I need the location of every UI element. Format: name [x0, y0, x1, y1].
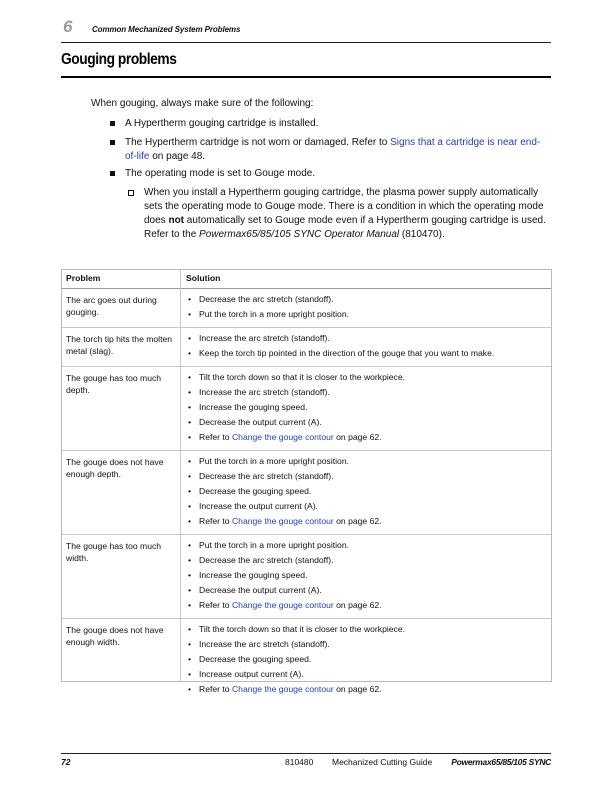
- table-header-row: [61, 269, 552, 289]
- sub-bullet-text: When you install a Hypertherm gouging cartridge, the plasma power supply automatically sets the operating mode to Gouge mode. There is a condition in which the operating mode does not automatically set to Gouge mode even if a Hypertherm gouging cartridge is used. Refer to the Powermax65/85/105 SYNC Operator Manual (810470).: [144, 187, 546, 240]
- solution-item: • Increase the arc stretch (standoff).: [186, 385, 547, 400]
- solution-item: • Increase the gouging speed.: [186, 400, 547, 415]
- solution-cell: [181, 328, 552, 367]
- table-row: [61, 289, 552, 328]
- solution-item: • Decrease the arc stretch (standoff).: [186, 553, 547, 568]
- problem-cell: The torch tip hits the molten metal (slag).: [61, 328, 181, 367]
- gouge-contour-link[interactable]: Change the gouge contour: [231, 516, 334, 526]
- gouge-contour-link[interactable]: Change the gouge contour: [231, 684, 334, 694]
- product-name: Powermax65/85/105 SYNC: [451, 757, 551, 767]
- chapter-number: 6: [63, 17, 73, 36]
- problem-cell: The gouge has too much depth.: [61, 367, 181, 451]
- solution-list: [186, 538, 547, 613]
- column-separator: [180, 269, 181, 682]
- solution-item: • Tilt the torch down so that it is closer to the workpiece.: [186, 370, 547, 385]
- gouge-contour-link[interactable]: Change the gouge contour: [231, 600, 334, 610]
- solution-cell: [181, 535, 552, 619]
- section-rule: [61, 76, 551, 78]
- solution-item: • Put the torch in a more upright position.: [186, 307, 547, 322]
- solution-item: • Refer to Change the gouge contour on page 62.: [186, 682, 547, 697]
- solution-list: [186, 370, 547, 445]
- solution-item: • Refer to Change the gouge contour on page 62.: [186, 430, 547, 445]
- solution-cell: [181, 619, 552, 703]
- header-rule: [61, 42, 551, 43]
- solution-item: • Refer to Change the gouge contour on page 62.: [186, 598, 547, 613]
- solution-item: • Decrease the arc stretch (standoff).: [186, 469, 547, 484]
- solution-item: • Increase output current (A).: [186, 667, 547, 682]
- bullet-text: A Hypertherm gouging cartridge is installed.: [125, 118, 319, 129]
- square-bullet-icon: [110, 121, 115, 126]
- solution-cell: [181, 289, 552, 328]
- solution-item: • Tilt the torch down so that it is closer to the workpiece.: [186, 622, 547, 637]
- solution-item: • Decrease the gouging speed.: [186, 652, 547, 667]
- solution-column-header: Solution: [181, 269, 552, 289]
- solution-item: • Put the torch in a more upright position.: [186, 454, 547, 469]
- solution-item: • Increase the gouging speed.: [186, 568, 547, 583]
- solution-item: • Keep the torch tip pointed in the direction of the gouge that you want to make.: [186, 346, 547, 361]
- gouge-contour-link[interactable]: Change the gouge contour: [231, 432, 334, 442]
- problem-cell: The arc goes out during gouging.: [61, 289, 181, 328]
- problem-cell: The gouge does not have enough depth.: [61, 451, 181, 535]
- problem-cell: The gouge has too much width.: [61, 535, 181, 619]
- problem-column-header: Problem: [61, 269, 181, 289]
- bullet-text: The operating mode is set to Gouge mode.: [125, 168, 316, 179]
- guide-title: Mechanized Cutting Guide: [332, 757, 433, 767]
- solution-item: • Increase the arc stretch (standoff).: [186, 637, 547, 652]
- document-number: 810480: [285, 757, 314, 767]
- chapter-title: Common Mechanized System Problems: [92, 25, 241, 34]
- solution-item: • Increase the output current (A).: [186, 499, 547, 514]
- intro-text: When gouging, always make sure of the following:: [91, 98, 314, 109]
- footer-rule: [61, 753, 551, 754]
- square-bullet-icon: [110, 140, 115, 145]
- solution-item: • Increase the arc stretch (standoff).: [186, 331, 547, 346]
- problem-cell: The gouge does not have enough width.: [61, 619, 181, 703]
- table-row: [61, 367, 552, 451]
- solution-item: • Decrease the output current (A).: [186, 415, 547, 430]
- running-header: [61, 17, 551, 40]
- solution-item: • Refer to Change the gouge contour on page 62.: [186, 514, 547, 529]
- solution-list: [186, 292, 547, 322]
- solution-list: [186, 454, 547, 529]
- gouging-problems-table: [61, 269, 552, 702]
- square-bullet-icon: [110, 171, 115, 176]
- solution-item: • Decrease the output current (A).: [186, 583, 547, 598]
- solution-cell: [181, 367, 552, 451]
- table-row: [61, 619, 552, 703]
- page-number: 72: [61, 757, 71, 767]
- table-row: [61, 328, 552, 367]
- solution-list: [186, 622, 547, 697]
- table-row: [61, 535, 552, 619]
- solution-item: • Put the torch in a more upright position.: [186, 538, 547, 553]
- solution-list: [186, 331, 547, 361]
- solution-cell: [181, 451, 552, 535]
- running-footer: [61, 757, 551, 771]
- solution-item: • Decrease the gouging speed.: [186, 484, 547, 499]
- solution-item: • Decrease the arc stretch (standoff).: [186, 292, 547, 307]
- table-row: [61, 451, 552, 535]
- hollow-square-bullet-icon: [128, 190, 134, 196]
- cartridge-end-of-life-link[interactable]: Signs that a cartridge is near end-of-life: [125, 137, 541, 162]
- bullet-text: The Hypertherm cartridge is not worn or damaged. Refer to Signs that a cartridge is near end-of-life on page 48.: [125, 137, 541, 162]
- section-title: Gouging problems: [61, 51, 177, 68]
